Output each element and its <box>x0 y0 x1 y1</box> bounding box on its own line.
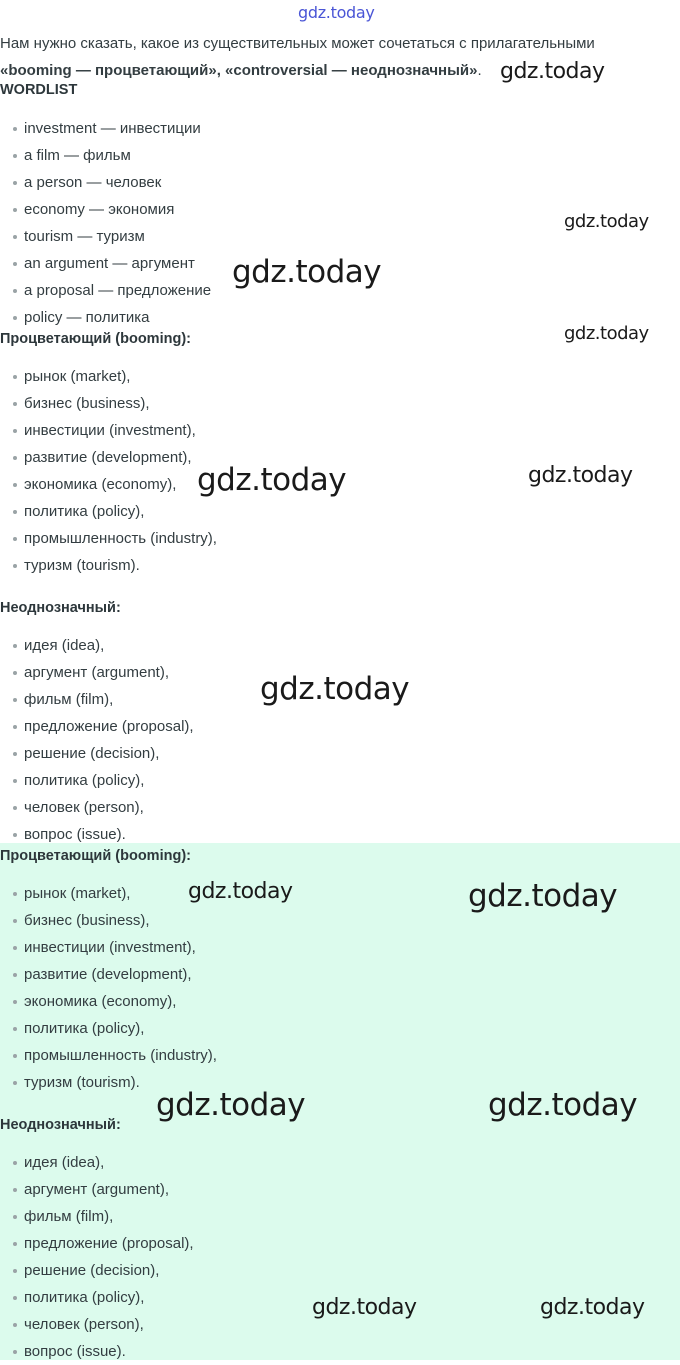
bullet-icon <box>13 946 17 950</box>
bullet-icon <box>13 1161 17 1165</box>
bullet-icon <box>13 1054 17 1058</box>
list-item: an argument — аргумент <box>0 250 211 277</box>
watermark: gdz.today <box>188 879 293 904</box>
list-item: a film — фильм <box>0 142 211 169</box>
controversial-heading: Неоднозначный: <box>0 600 121 616</box>
list-item: экономика (economy), <box>0 988 217 1015</box>
list-item: развитие (development), <box>0 444 217 471</box>
watermark: gdz.today <box>197 462 347 498</box>
watermark: gdz.today <box>468 878 618 914</box>
intro-adjectives: «booming — процветающий», «controversial — неоднозначный» <box>0 62 478 79</box>
bullet-icon <box>13 806 17 810</box>
list-item: a proposal — предложение <box>0 277 211 304</box>
controversial-list-highlighted <box>0 1149 194 1365</box>
bullet-icon <box>13 262 17 266</box>
watermark: gdz.today <box>260 671 410 707</box>
list-item: бизнес (business), <box>0 390 217 417</box>
bullet-icon <box>13 537 17 541</box>
site-link[interactable]: gdz.today <box>298 3 375 22</box>
bullet-icon <box>13 1350 17 1354</box>
bullet-icon <box>13 375 17 379</box>
intro-period: . <box>477 62 482 79</box>
list-item: идея (idea), <box>0 632 194 659</box>
list-item: развитие (development), <box>0 961 217 988</box>
wordlist-heading: WORDLIST <box>0 82 78 98</box>
list-item: человек (person), <box>0 794 194 821</box>
bullet-icon <box>13 510 17 514</box>
bullet-icon <box>13 483 17 487</box>
list-item: решение (decision), <box>0 1257 194 1284</box>
list-item: tourism — туризм <box>0 223 211 250</box>
list-item: инвестиции (investment), <box>0 934 217 961</box>
list-item: политика (policy), <box>0 767 194 794</box>
booming-heading: Процветающий (booming): <box>0 331 191 347</box>
bullet-icon <box>13 289 17 293</box>
intro-line-1: Нам нужно сказать, какое из существительных может сочетаться с прилагательными <box>0 35 595 52</box>
bullet-icon <box>13 208 17 212</box>
list-item: вопрос (issue). <box>0 1338 194 1365</box>
bullet-icon <box>13 402 17 406</box>
bullet-icon <box>13 235 17 239</box>
bullet-icon <box>13 316 17 320</box>
bullet-icon <box>13 1215 17 1219</box>
booming-heading-highlighted: Процветающий (booming): <box>0 848 191 864</box>
list-item: рынок (market), <box>0 363 217 390</box>
list-item: решение (decision), <box>0 740 194 767</box>
watermark: gdz.today <box>564 211 649 232</box>
watermark: gdz.today <box>232 254 382 290</box>
bullet-icon <box>13 1081 17 1085</box>
list-item: policy — политика <box>0 304 211 331</box>
list-item: политика (policy), <box>0 1015 217 1042</box>
list-item: промышленность (industry), <box>0 1042 217 1069</box>
list-item: аргумент (argument), <box>0 659 194 686</box>
list-item: фильм (film), <box>0 1203 194 1230</box>
controversial-list <box>0 632 194 848</box>
bullet-icon <box>13 892 17 896</box>
watermark: gdz.today <box>564 323 649 344</box>
bullet-icon <box>13 671 17 675</box>
list-item: investment — инвестиции <box>0 115 211 142</box>
list-item: политика (policy), <box>0 498 217 525</box>
bullet-icon <box>13 779 17 783</box>
watermark: gdz.today <box>156 1087 306 1123</box>
bullet-icon <box>13 919 17 923</box>
bullet-icon <box>13 973 17 977</box>
watermark: gdz.today <box>312 1295 417 1320</box>
list-item: инвестиции (investment), <box>0 417 217 444</box>
list-item: человек (person), <box>0 1311 194 1338</box>
list-item: фильм (film), <box>0 686 194 713</box>
bullet-icon <box>13 1242 17 1246</box>
list-item: аргумент (argument), <box>0 1176 194 1203</box>
wordlist-list <box>0 115 211 331</box>
bullet-icon <box>13 564 17 568</box>
bullet-icon <box>13 154 17 158</box>
list-item: экономика (economy), <box>0 471 217 498</box>
watermark: gdz.today <box>488 1087 638 1123</box>
list-item: политика (policy), <box>0 1284 194 1311</box>
bullet-icon <box>13 127 17 131</box>
watermark: gdz.today <box>528 463 633 488</box>
list-item: предложение (proposal), <box>0 1230 194 1257</box>
list-item: туризм (tourism). <box>0 1069 217 1096</box>
bullet-icon <box>13 1188 17 1192</box>
bullet-icon <box>13 456 17 460</box>
bullet-icon <box>13 429 17 433</box>
bullet-icon <box>13 181 17 185</box>
controversial-heading-highlighted: Неоднозначный: <box>0 1117 121 1133</box>
list-item: вопрос (issue). <box>0 821 194 848</box>
booming-list <box>0 363 217 579</box>
bullet-icon <box>13 833 17 837</box>
bullet-icon <box>13 698 17 702</box>
list-item: бизнес (business), <box>0 907 217 934</box>
bullet-icon <box>13 752 17 756</box>
list-item: идея (idea), <box>0 1149 194 1176</box>
list-item: рынок (market), <box>0 880 217 907</box>
bullet-icon <box>13 644 17 648</box>
bullet-icon <box>13 1296 17 1300</box>
watermark: gdz.today <box>540 1295 645 1320</box>
list-item: предложение (proposal), <box>0 713 194 740</box>
bullet-icon <box>13 1027 17 1031</box>
bullet-icon <box>13 725 17 729</box>
bullet-icon <box>13 1269 17 1273</box>
booming-list-highlighted <box>0 880 217 1096</box>
list-item: промышленность (industry), <box>0 525 217 552</box>
intro-paragraph <box>0 30 672 84</box>
bullet-icon <box>13 1323 17 1327</box>
watermark: gdz.today <box>500 59 605 84</box>
list-item: a person — человек <box>0 169 211 196</box>
list-item: туризм (tourism). <box>0 552 217 579</box>
list-item: economy — экономия <box>0 196 211 223</box>
bullet-icon <box>13 1000 17 1004</box>
